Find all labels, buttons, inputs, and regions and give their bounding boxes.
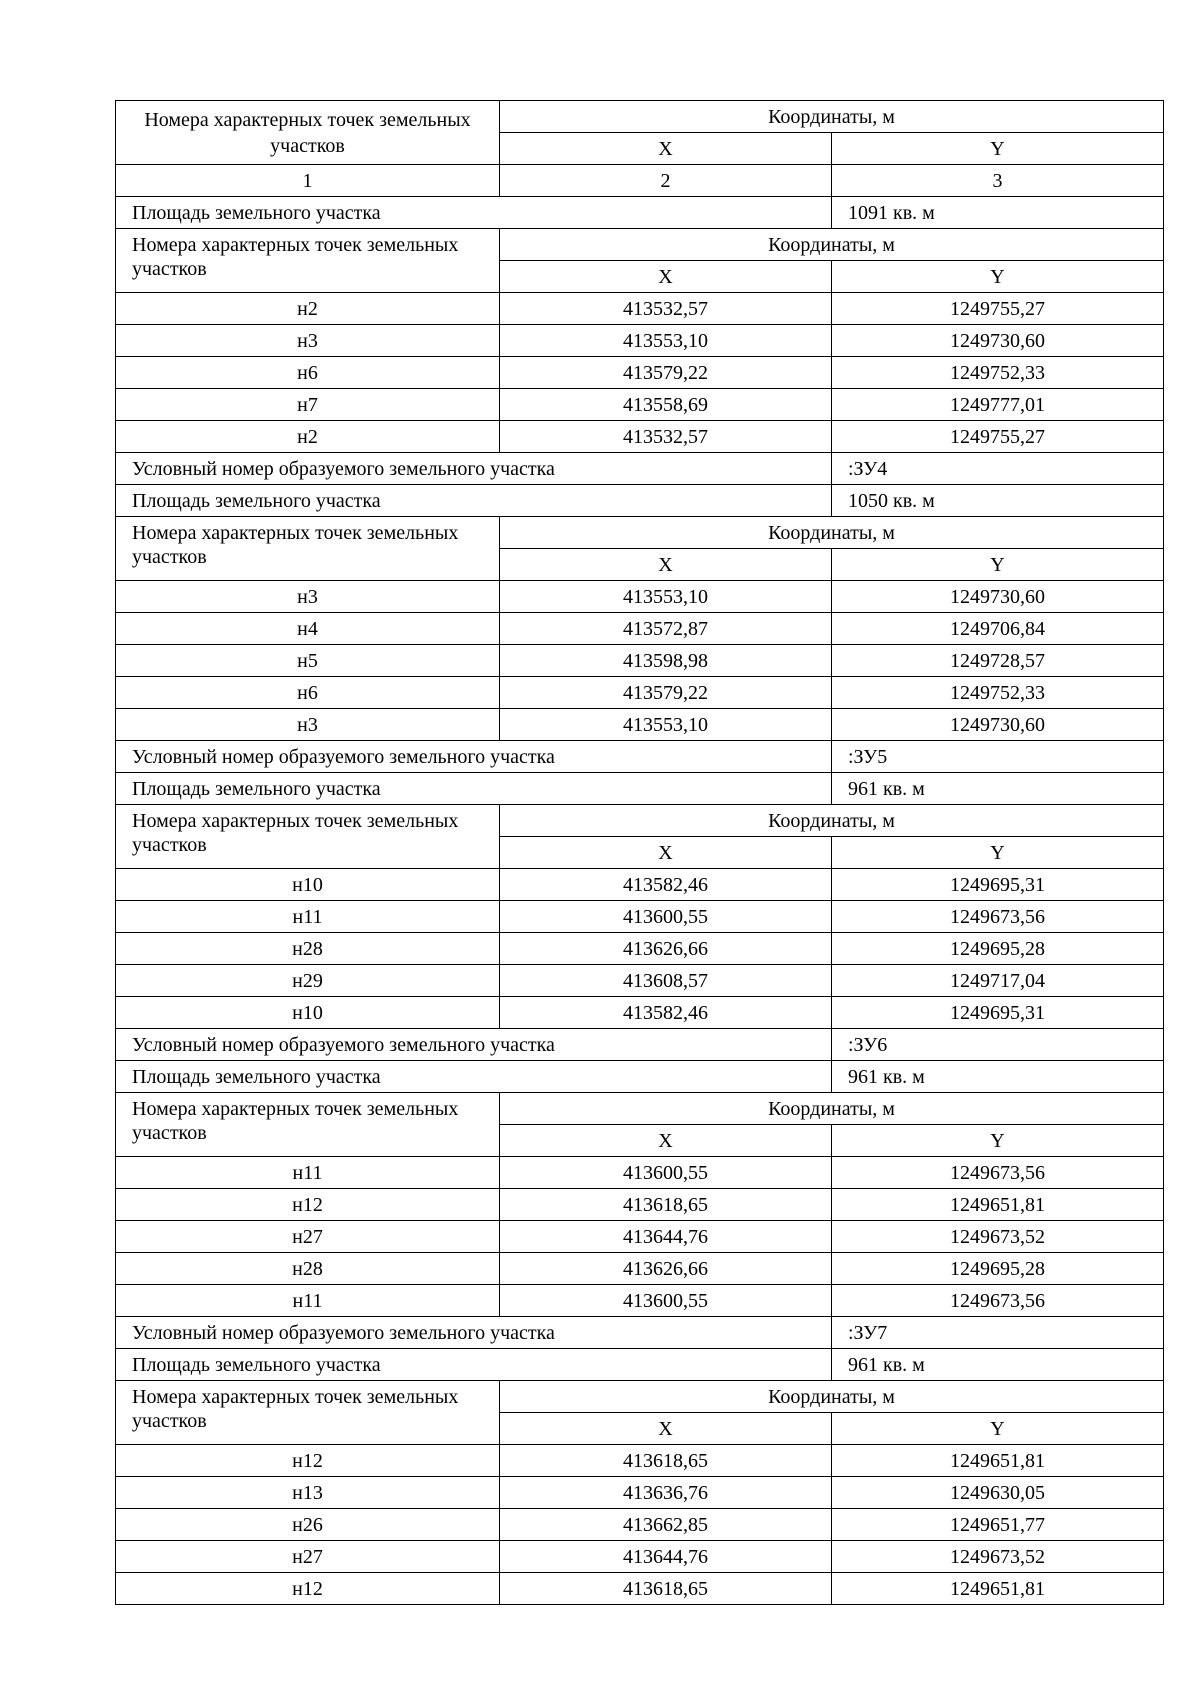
area-label: Площадь земельного участка bbox=[116, 1349, 832, 1381]
point-name: н2 bbox=[116, 421, 500, 453]
section-y-label: Y bbox=[832, 1413, 1164, 1445]
section-coords-label: Координаты, м bbox=[500, 229, 1164, 261]
column-number-1: 1 bbox=[116, 165, 500, 197]
parcel-number: :ЗУ7 bbox=[832, 1317, 1164, 1349]
section-points-label: Номера характерных точек земельных участков bbox=[116, 517, 500, 581]
point-row bbox=[116, 709, 1164, 741]
parcel-area: 961 кв. м bbox=[832, 773, 1164, 805]
area-label: Площадь земельного участка bbox=[116, 197, 832, 229]
point-x: 413572,87 bbox=[500, 613, 832, 645]
point-name: н12 bbox=[116, 1573, 500, 1605]
point-name: н11 bbox=[116, 1285, 500, 1317]
point-name: н6 bbox=[116, 357, 500, 389]
section-header-row bbox=[116, 517, 1164, 549]
point-y: 1249755,27 bbox=[832, 293, 1164, 325]
section-coords-label: Координаты, м bbox=[500, 1093, 1164, 1125]
parcel-area-row bbox=[116, 773, 1164, 805]
point-row bbox=[116, 1541, 1164, 1573]
point-row bbox=[116, 1509, 1164, 1541]
point-row bbox=[116, 1285, 1164, 1317]
point-x: 413618,65 bbox=[500, 1573, 832, 1605]
point-x: 413600,55 bbox=[500, 901, 832, 933]
section-y-label: Y bbox=[832, 549, 1164, 581]
point-x: 413608,57 bbox=[500, 965, 832, 997]
point-name: н4 bbox=[116, 613, 500, 645]
point-x: 413618,65 bbox=[500, 1189, 832, 1221]
point-row bbox=[116, 677, 1164, 709]
point-y: 1249777,01 bbox=[832, 389, 1164, 421]
point-name: н5 bbox=[116, 645, 500, 677]
conditional-number-label: Условный номер образуемого земельного участка bbox=[116, 1029, 832, 1061]
point-row bbox=[116, 293, 1164, 325]
point-x: 413662,85 bbox=[500, 1509, 832, 1541]
section-header-row bbox=[116, 229, 1164, 261]
point-x: 413582,46 bbox=[500, 997, 832, 1029]
section-header-row bbox=[116, 1093, 1164, 1125]
point-y: 1249651,81 bbox=[832, 1573, 1164, 1605]
point-row bbox=[116, 613, 1164, 645]
section-y-label: Y bbox=[832, 837, 1164, 869]
point-name: н26 bbox=[116, 1509, 500, 1541]
column-number-3: 3 bbox=[832, 165, 1164, 197]
point-name: н27 bbox=[116, 1541, 500, 1573]
parcel-area: 1091 кв. м bbox=[832, 197, 1164, 229]
point-x: 413558,69 bbox=[500, 389, 832, 421]
point-row bbox=[116, 581, 1164, 613]
section-x-label: X bbox=[500, 1413, 832, 1445]
point-y: 1249651,81 bbox=[832, 1445, 1164, 1477]
conditional-number-label: Условный номер образуемого земельного участка bbox=[116, 453, 832, 485]
point-y: 1249730,60 bbox=[832, 325, 1164, 357]
point-name: н3 bbox=[116, 709, 500, 741]
header-points-label: Номера характерных точек земельных участков bbox=[116, 101, 500, 165]
section-header-row bbox=[116, 1381, 1164, 1413]
point-row bbox=[116, 965, 1164, 997]
point-y: 1249695,28 bbox=[832, 1253, 1164, 1285]
point-row bbox=[116, 421, 1164, 453]
point-name: н12 bbox=[116, 1445, 500, 1477]
point-row bbox=[116, 1477, 1164, 1509]
point-x: 413579,22 bbox=[500, 677, 832, 709]
section-points-label: Номера характерных точек земельных участков bbox=[116, 1093, 500, 1157]
point-x: 413553,10 bbox=[500, 709, 832, 741]
point-y: 1249730,60 bbox=[832, 709, 1164, 741]
parcel-number-row bbox=[116, 741, 1164, 773]
point-name: н7 bbox=[116, 389, 500, 421]
parcel-number-row bbox=[116, 1029, 1164, 1061]
point-x: 413598,98 bbox=[500, 645, 832, 677]
point-y: 1249752,33 bbox=[832, 677, 1164, 709]
parcel-area-row bbox=[116, 197, 1164, 229]
point-row bbox=[116, 1573, 1164, 1605]
area-label: Площадь земельного участка bbox=[116, 773, 832, 805]
parcel-area-row bbox=[116, 1061, 1164, 1093]
conditional-number-label: Условный номер образуемого земельного участка bbox=[116, 741, 832, 773]
section-coords-label: Координаты, м bbox=[500, 805, 1164, 837]
parcel-number: :ЗУ5 bbox=[832, 741, 1164, 773]
point-y: 1249673,56 bbox=[832, 901, 1164, 933]
point-name: н10 bbox=[116, 997, 500, 1029]
section-x-label: X bbox=[500, 261, 832, 293]
point-name: н11 bbox=[116, 901, 500, 933]
point-name: н2 bbox=[116, 293, 500, 325]
point-x: 413579,22 bbox=[500, 357, 832, 389]
point-name: н12 bbox=[116, 1189, 500, 1221]
point-y: 1249730,60 bbox=[832, 581, 1164, 613]
header-y-label: Y bbox=[832, 133, 1164, 165]
parcel-area: 1050 кв. м bbox=[832, 485, 1164, 517]
table-header-row bbox=[116, 101, 1164, 133]
point-name: н6 bbox=[116, 677, 500, 709]
point-row bbox=[116, 389, 1164, 421]
parcel-number: :ЗУ6 bbox=[832, 1029, 1164, 1061]
point-x: 413644,76 bbox=[500, 1221, 832, 1253]
point-row bbox=[116, 1253, 1164, 1285]
point-y: 1249673,56 bbox=[832, 1285, 1164, 1317]
parcel-number: :ЗУ4 bbox=[832, 453, 1164, 485]
point-name: н10 bbox=[116, 869, 500, 901]
point-y: 1249651,77 bbox=[832, 1509, 1164, 1541]
point-row bbox=[116, 901, 1164, 933]
point-y: 1249630,05 bbox=[832, 1477, 1164, 1509]
point-y: 1249728,57 bbox=[832, 645, 1164, 677]
point-row bbox=[116, 869, 1164, 901]
section-coords-label: Координаты, м bbox=[500, 1381, 1164, 1413]
point-row bbox=[116, 1445, 1164, 1477]
point-y: 1249673,56 bbox=[832, 1157, 1164, 1189]
column-number-row bbox=[116, 165, 1164, 197]
area-label: Площадь земельного участка bbox=[116, 485, 832, 517]
section-x-label: X bbox=[500, 1125, 832, 1157]
section-y-label: Y bbox=[832, 1125, 1164, 1157]
section-points-label: Номера характерных точек земельных участков bbox=[116, 1381, 500, 1445]
conditional-number-label: Условный номер образуемого земельного участка bbox=[116, 1317, 832, 1349]
point-row bbox=[116, 357, 1164, 389]
point-name: н13 bbox=[116, 1477, 500, 1509]
point-name: н3 bbox=[116, 325, 500, 357]
parcel-area-row bbox=[116, 485, 1164, 517]
point-x: 413532,57 bbox=[500, 421, 832, 453]
area-label: Площадь земельного участка bbox=[116, 1061, 832, 1093]
point-y: 1249651,81 bbox=[832, 1189, 1164, 1221]
point-y: 1249706,84 bbox=[832, 613, 1164, 645]
point-y: 1249752,33 bbox=[832, 357, 1164, 389]
point-name: н3 bbox=[116, 581, 500, 613]
coordinates-table bbox=[115, 100, 1164, 1605]
point-y: 1249755,27 bbox=[832, 421, 1164, 453]
point-name: н27 bbox=[116, 1221, 500, 1253]
point-name: н28 bbox=[116, 933, 500, 965]
point-name: н28 bbox=[116, 1253, 500, 1285]
point-x: 413553,10 bbox=[500, 325, 832, 357]
parcel-number-row bbox=[116, 1317, 1164, 1349]
point-y: 1249695,31 bbox=[832, 997, 1164, 1029]
point-y: 1249695,28 bbox=[832, 933, 1164, 965]
point-x: 413626,66 bbox=[500, 933, 832, 965]
point-row bbox=[116, 1221, 1164, 1253]
point-x: 413553,10 bbox=[500, 581, 832, 613]
point-y: 1249695,31 bbox=[832, 869, 1164, 901]
point-x: 413582,46 bbox=[500, 869, 832, 901]
point-x: 413626,66 bbox=[500, 1253, 832, 1285]
parcel-number-row bbox=[116, 453, 1164, 485]
section-x-label: X bbox=[500, 837, 832, 869]
point-row bbox=[116, 1157, 1164, 1189]
section-x-label: X bbox=[500, 549, 832, 581]
point-x: 413600,55 bbox=[500, 1157, 832, 1189]
point-row bbox=[116, 645, 1164, 677]
point-y: 1249717,04 bbox=[832, 965, 1164, 997]
point-x: 413644,76 bbox=[500, 1541, 832, 1573]
point-y: 1249673,52 bbox=[832, 1221, 1164, 1253]
section-points-label: Номера характерных точек земельных участков bbox=[116, 229, 500, 293]
parcel-area: 961 кв. м bbox=[832, 1349, 1164, 1381]
point-row bbox=[116, 325, 1164, 357]
parcel-area-row bbox=[116, 1349, 1164, 1381]
section-header-row bbox=[116, 805, 1164, 837]
point-row bbox=[116, 933, 1164, 965]
parcel-area: 961 кв. м bbox=[832, 1061, 1164, 1093]
header-coords-label: Координаты, м bbox=[500, 101, 1164, 133]
section-points-label: Номера характерных точек земельных участков bbox=[116, 805, 500, 869]
point-y: 1249673,52 bbox=[832, 1541, 1164, 1573]
point-x: 413532,57 bbox=[500, 293, 832, 325]
point-name: н29 bbox=[116, 965, 500, 997]
section-y-label: Y bbox=[832, 261, 1164, 293]
point-name: н11 bbox=[116, 1157, 500, 1189]
point-x: 413636,76 bbox=[500, 1477, 832, 1509]
point-row bbox=[116, 1189, 1164, 1221]
point-x: 413600,55 bbox=[500, 1285, 832, 1317]
column-number-2: 2 bbox=[500, 165, 832, 197]
section-coords-label: Координаты, м bbox=[500, 517, 1164, 549]
header-x-label: X bbox=[500, 133, 832, 165]
point-x: 413618,65 bbox=[500, 1445, 832, 1477]
point-row bbox=[116, 997, 1164, 1029]
